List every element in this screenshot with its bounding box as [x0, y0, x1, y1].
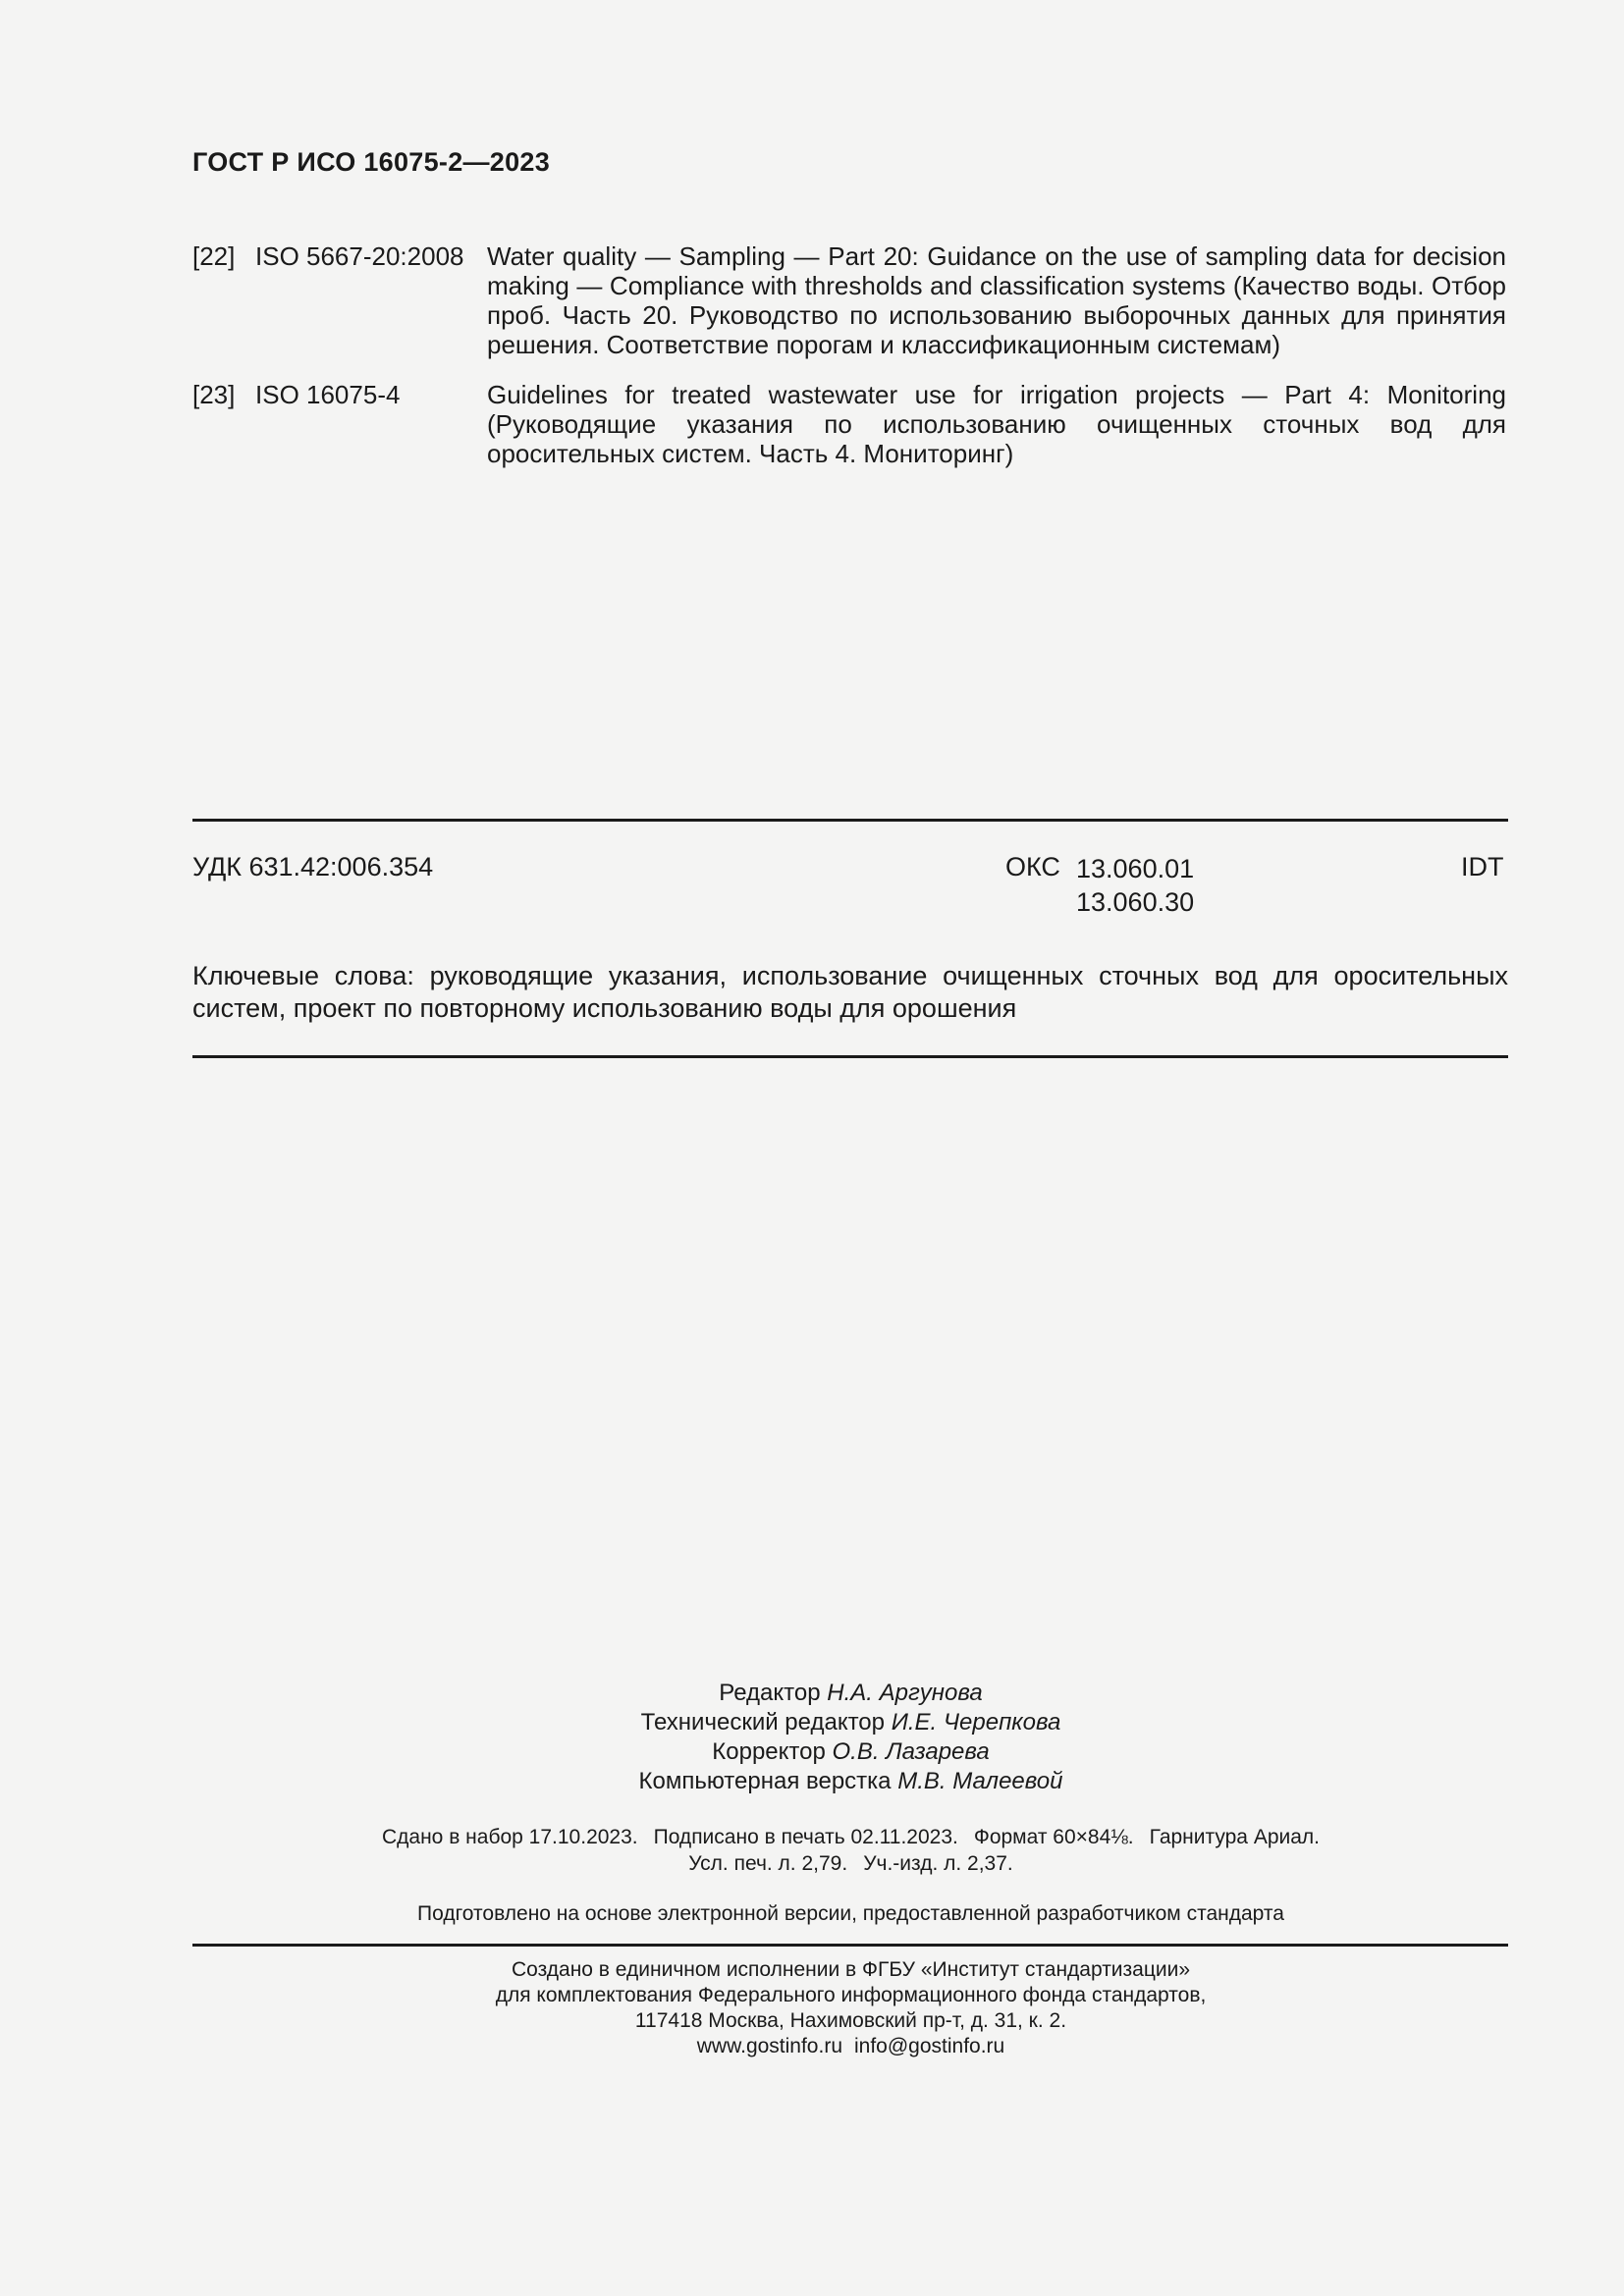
oks-code: 13.060.30 — [1076, 887, 1195, 917]
reference-description: Water quality — Sampling — Part 20: Guidance on the use of sampling data for decision making — Compliance with thresholds and classification systems (Качество воды. Отбор проб. Часть 20. Руководство по использованию выборочных данных для принятия решения. Соответствие порогам и классификационным системам) — [487, 241, 1506, 359]
imprint-line: 117418 Москва, Нахимовский пр-т, д. 31, к. 2. — [634, 2009, 1067, 2032]
print-info-line: Сдано в набор 17.10.2023. Подписано в печать 02.11.2023. Формат 60×84⅛. Гарнитура Ариал. — [381, 1826, 1320, 1848]
reference-code: ISO 16075-4 — [255, 380, 401, 409]
reference-entry — [192, 241, 1506, 359]
prepared-note: Подготовлено на основе электронной версии, предоставленной разработчиком стандарта — [417, 1902, 1284, 1925]
keywords: Ключевые слова: руководящие указания, использование очищенных сточных вод для оросительных систем, проект по повторному использованию воды для орошения — [192, 961, 1508, 1023]
divider-footer — [192, 1944, 1508, 1947]
imprint-block — [0, 1957, 1624, 2059]
credit-line: Компьютерная верстка М.В. Малеевой — [638, 1768, 1063, 1794]
print-info-line: Усл. печ. л. 2,79. Уч.-изд. л. 2,37. — [688, 1852, 1013, 1875]
oks-code: 13.060.01 — [1076, 854, 1195, 883]
idt-marker: IDT — [1461, 852, 1504, 881]
reference-description: Guidelines for treated wastewater use for irrigation projects — Part 4: Monitoring (Руководящие указания по использованию очищенных сточных вод для оросительных систем. Часть 4. Мониторинг) — [487, 380, 1506, 468]
credit-line: Технический редактор И.Е. Черепкова — [640, 1709, 1061, 1735]
oks-label: ОКС — [1005, 852, 1060, 881]
imprint-line: для комплектования Федерального информационного фонда стандартов, — [495, 1984, 1207, 2006]
credit-line: Корректор О.В. Лазарева — [712, 1738, 990, 1765]
reference-number: [23] — [192, 380, 236, 409]
credit-name: М.В. Малеевой — [897, 1768, 1063, 1794]
credit-name: Н.А. Аргунова — [827, 1680, 983, 1706]
reference-entry — [192, 380, 1506, 468]
document-header-title: ГОСТ Р ИСО 16075-2—2023 — [192, 147, 551, 177]
credit-name: О.В. Лазарева — [832, 1738, 990, 1765]
reference-code: ISO 5667-20:2008 — [255, 241, 464, 271]
imprint-line: Создано в единичном исполнении в ФГБУ «Институт стандартизации» — [511, 1958, 1191, 1981]
website-link[interactable]: www.gostinfo.ru — [696, 2035, 842, 2057]
print-info — [0, 1824, 1624, 1877]
divider-top — [192, 819, 1508, 822]
oks-codes — [1076, 852, 1194, 919]
credit-name: И.Е. Черепкова — [891, 1709, 1061, 1735]
imprint-contacts — [0, 2034, 1624, 2059]
credit-line: Редактор Н.А. Аргунова — [719, 1680, 983, 1706]
credits-block — [0, 1679, 1624, 1796]
email-link[interactable]: info@gostinfo.ru — [854, 2035, 1005, 2057]
divider-middle — [192, 1055, 1508, 1058]
reference-number: [22] — [192, 241, 236, 271]
udk-code: УДК 631.42:006.354 — [192, 852, 434, 881]
